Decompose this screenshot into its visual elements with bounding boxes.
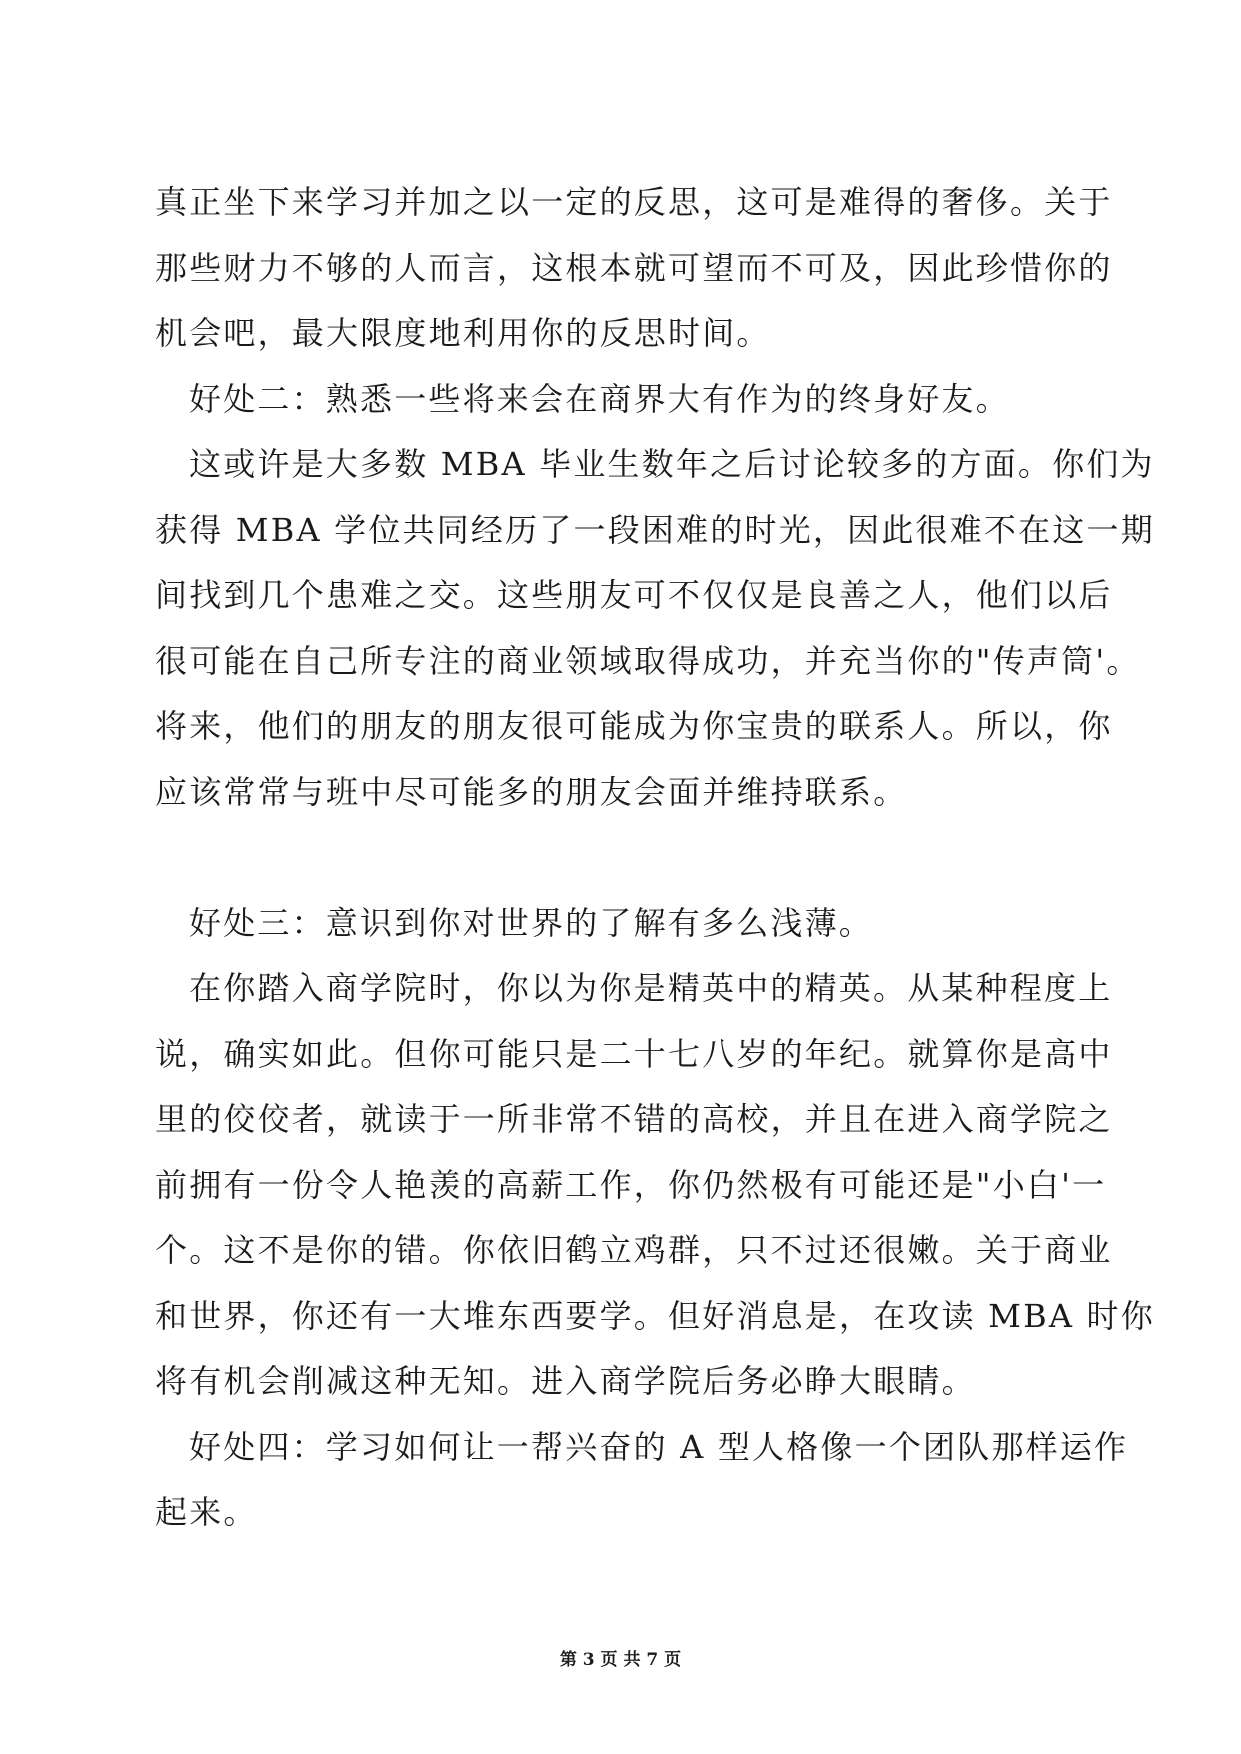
text-line: 这或许是大多数 MBA 毕业生数年之后讨论较多的方面。你们为 — [189, 445, 1155, 483]
text-line: 个。这不是你的错。你依旧鹤立鸡群，只不过还很嫩。关于商业 — [155, 1231, 1113, 1269]
section-heading-benefit-3: 好处三：意识到你对世界的了解有多么浅薄。 — [189, 903, 874, 942]
text-line: 机会吧，最大限度地利用你的反思时间。 — [155, 314, 771, 352]
document-body — [155, 170, 1155, 1546]
text-line: 那些财力不够的人而言，这根本就可望而不可及，因此珍惜你的 — [155, 248, 1113, 287]
text-line: 和世界，你还有一大堆东西要学。但好消息是，在攻读 MBA 时你 — [155, 1296, 1155, 1335]
text-line: 真正坐下来学习并加之以一定的反思，这可是难得的奢侈。关于 — [155, 183, 1113, 221]
text-line: 里的佼佼者，就读于一所非常不错的高校，并且在进入商学院之 — [155, 1100, 1113, 1138]
text-line: 应该常常与班中尽可能多的朋友会面并维持联系。 — [155, 772, 908, 811]
page-footer — [0, 1645, 1241, 1670]
paragraph-gap — [155, 825, 1100, 891]
text-line: 前拥有一份令人艳羡的高薪工作，你仍然极有可能还是"小白'一 — [155, 1165, 1107, 1204]
text-line: 获得 MBA 学位共同经历了一段困难的时光，因此很难不在这一期 — [155, 510, 1155, 549]
page-number-label: 第 3 页 共 7 页 — [559, 1650, 682, 1670]
section-heading-benefit-4: 好处四：学习如何让一帮兴奋的 A 型人格像一个团队那样运作 — [189, 1427, 1129, 1466]
text-line: 间找到几个患难之交。这些朋友可不仅仅是良善之人，他们以后 — [155, 576, 1113, 614]
text-line: 起来。 — [155, 1493, 258, 1531]
section-heading-benefit-2: 好处二：熟悉一些将来会在商界大有作为的终身好友。 — [189, 379, 1010, 418]
text-line: 说，确实如此。但你可能只是二十七八岁的年纪。就算你是高中 — [155, 1034, 1113, 1073]
text-line: 在你踏入商学院时，你以为你是精英中的精英。从某种程度上 — [189, 969, 1113, 1007]
text-line: 将来，他们的朋友的朋友很可能成为你宝贵的联系人。所以，你 — [155, 707, 1113, 745]
text-line: 将有机会削减这种无知。进入商学院后务必睁大眼睛。 — [155, 1362, 976, 1400]
text-line: 很可能在自己所专注的商业领域取得成功，并充当你的"传声筒'。 — [155, 641, 1141, 680]
